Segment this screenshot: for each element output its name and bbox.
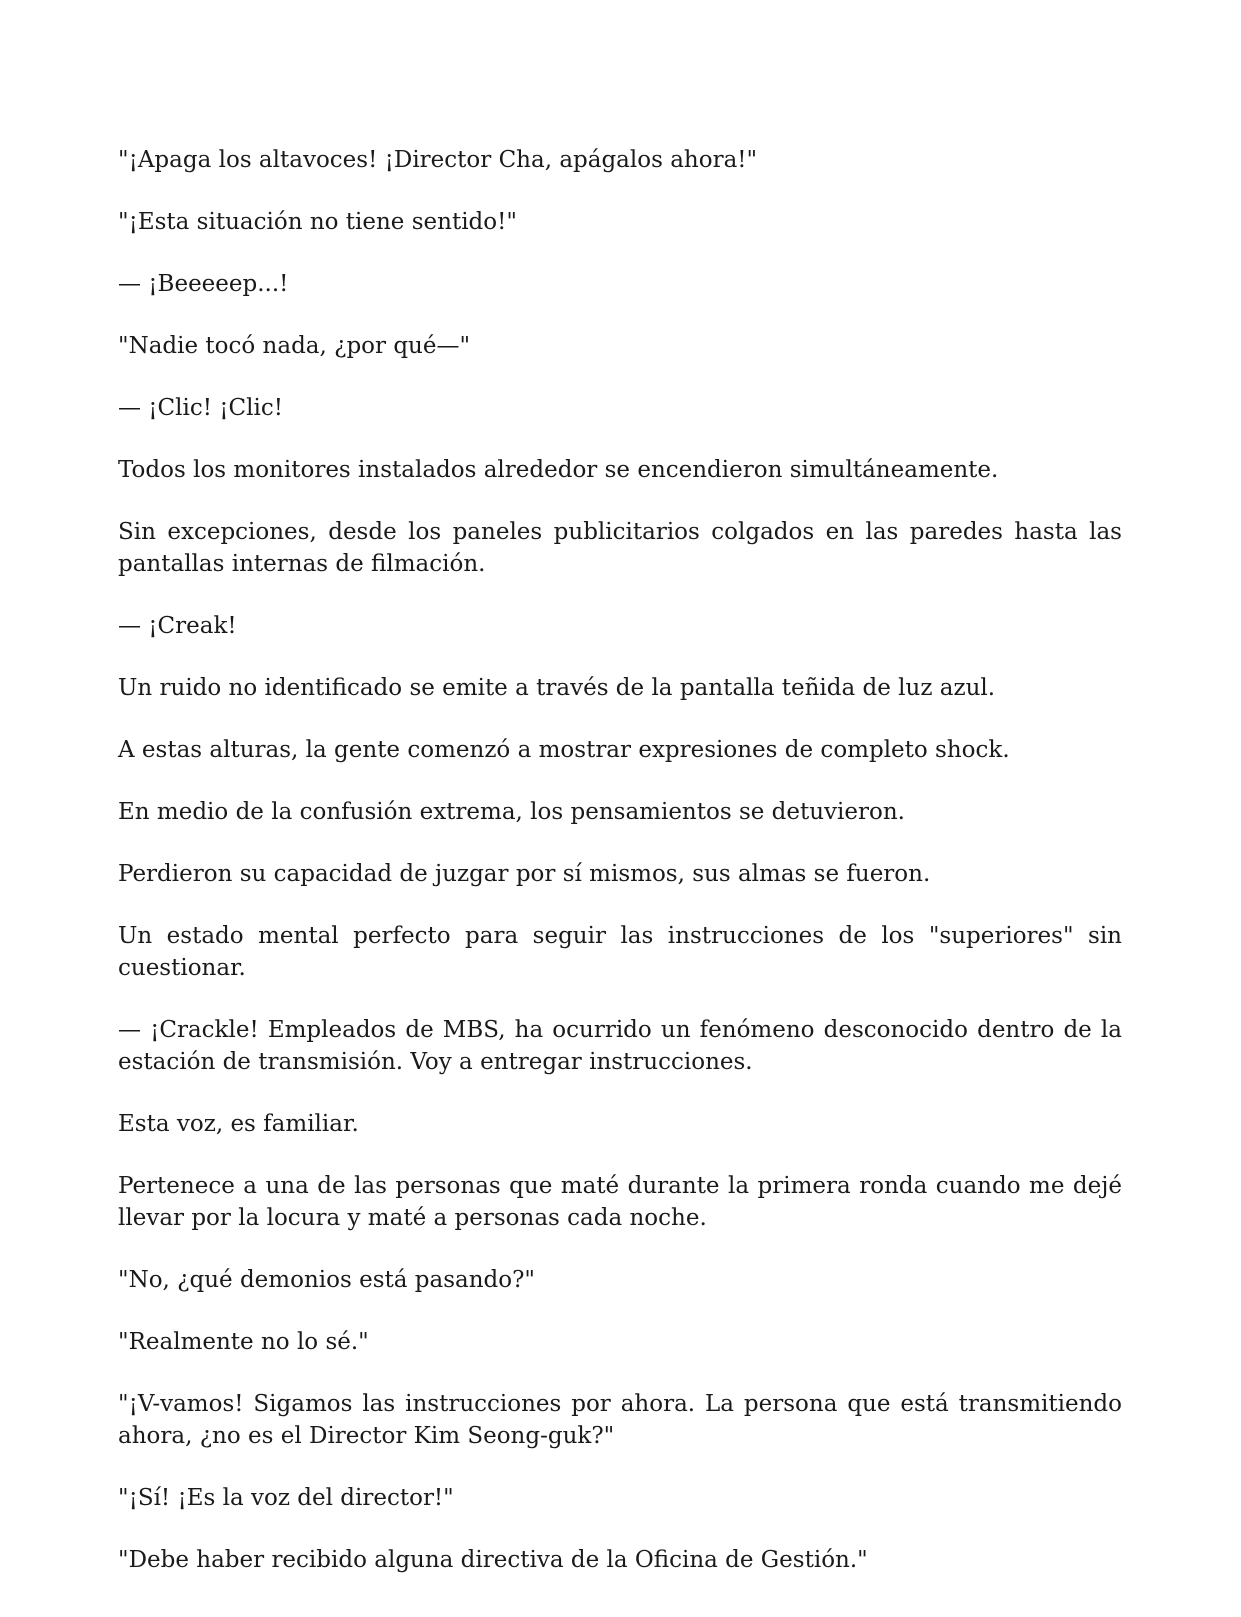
text-body bbox=[118, 144, 1122, 1576]
paragraph: "No, ¿qué demonios está pasando?" bbox=[118, 1267, 536, 1293]
paragraph: Un estado mental perfecto para seguir las instrucciones de los "superiores" sin cuestionar. bbox=[118, 923, 1122, 981]
paragraph: — ¡Clic! ¡Clic! bbox=[118, 395, 283, 421]
paragraph: — ¡Beeeeep...! bbox=[118, 271, 289, 297]
paragraph: Sin excepciones, desde los paneles publicitarios colgados en las paredes hasta las pantallas internas de filmación. bbox=[118, 519, 1122, 577]
paragraph: "¡Sí! ¡Es la voz del director!" bbox=[118, 1485, 454, 1511]
paragraph: — ¡Crackle! Empleados de MBS, ha ocurrido un fenómeno desconocido dentro de la estación de transmisión. Voy a entregar instrucciones. bbox=[118, 1017, 1122, 1075]
paragraph: En medio de la confusión extrema, los pensamientos se detuvieron. bbox=[118, 799, 905, 825]
paragraph: Pertenece a una de las personas que maté durante la primera ronda cuando me dejé llevar por la locura y maté a personas cada noche. bbox=[118, 1173, 1122, 1231]
paragraph: "Realmente no lo sé." bbox=[118, 1329, 369, 1355]
paragraph: "Nadie tocó nada, ¿por qué—" bbox=[118, 333, 471, 359]
paragraph: "¡Esta situación no tiene sentido!" bbox=[118, 209, 517, 235]
paragraph: "¡Apaga los altavoces! ¡Director Cha, apágalos ahora!" bbox=[118, 147, 758, 173]
paragraph: — ¡Creak! bbox=[118, 613, 237, 639]
paragraph: Perdieron su capacidad de juzgar por sí mismos, sus almas se fueron. bbox=[118, 861, 931, 887]
paragraph: "¡V-vamos! Sigamos las instrucciones por ahora. La persona que está transmitiendo ahora, ¿no es el Director Kim Seong-guk?" bbox=[118, 1391, 1122, 1449]
paragraph: Esta voz, es familiar. bbox=[118, 1111, 359, 1137]
paragraph: A estas alturas, la gente comenzó a mostrar expresiones de completo shock. bbox=[118, 737, 1010, 763]
paragraph: Un ruido no identificado se emite a través de la pantalla teñida de luz azul. bbox=[118, 675, 996, 701]
paragraph: Todos los monitores instalados alrededor se encendieron simultáneamente. bbox=[118, 457, 999, 483]
paragraph: "Debe haber recibido alguna directiva de la Oficina de Gestión." bbox=[118, 1547, 868, 1573]
